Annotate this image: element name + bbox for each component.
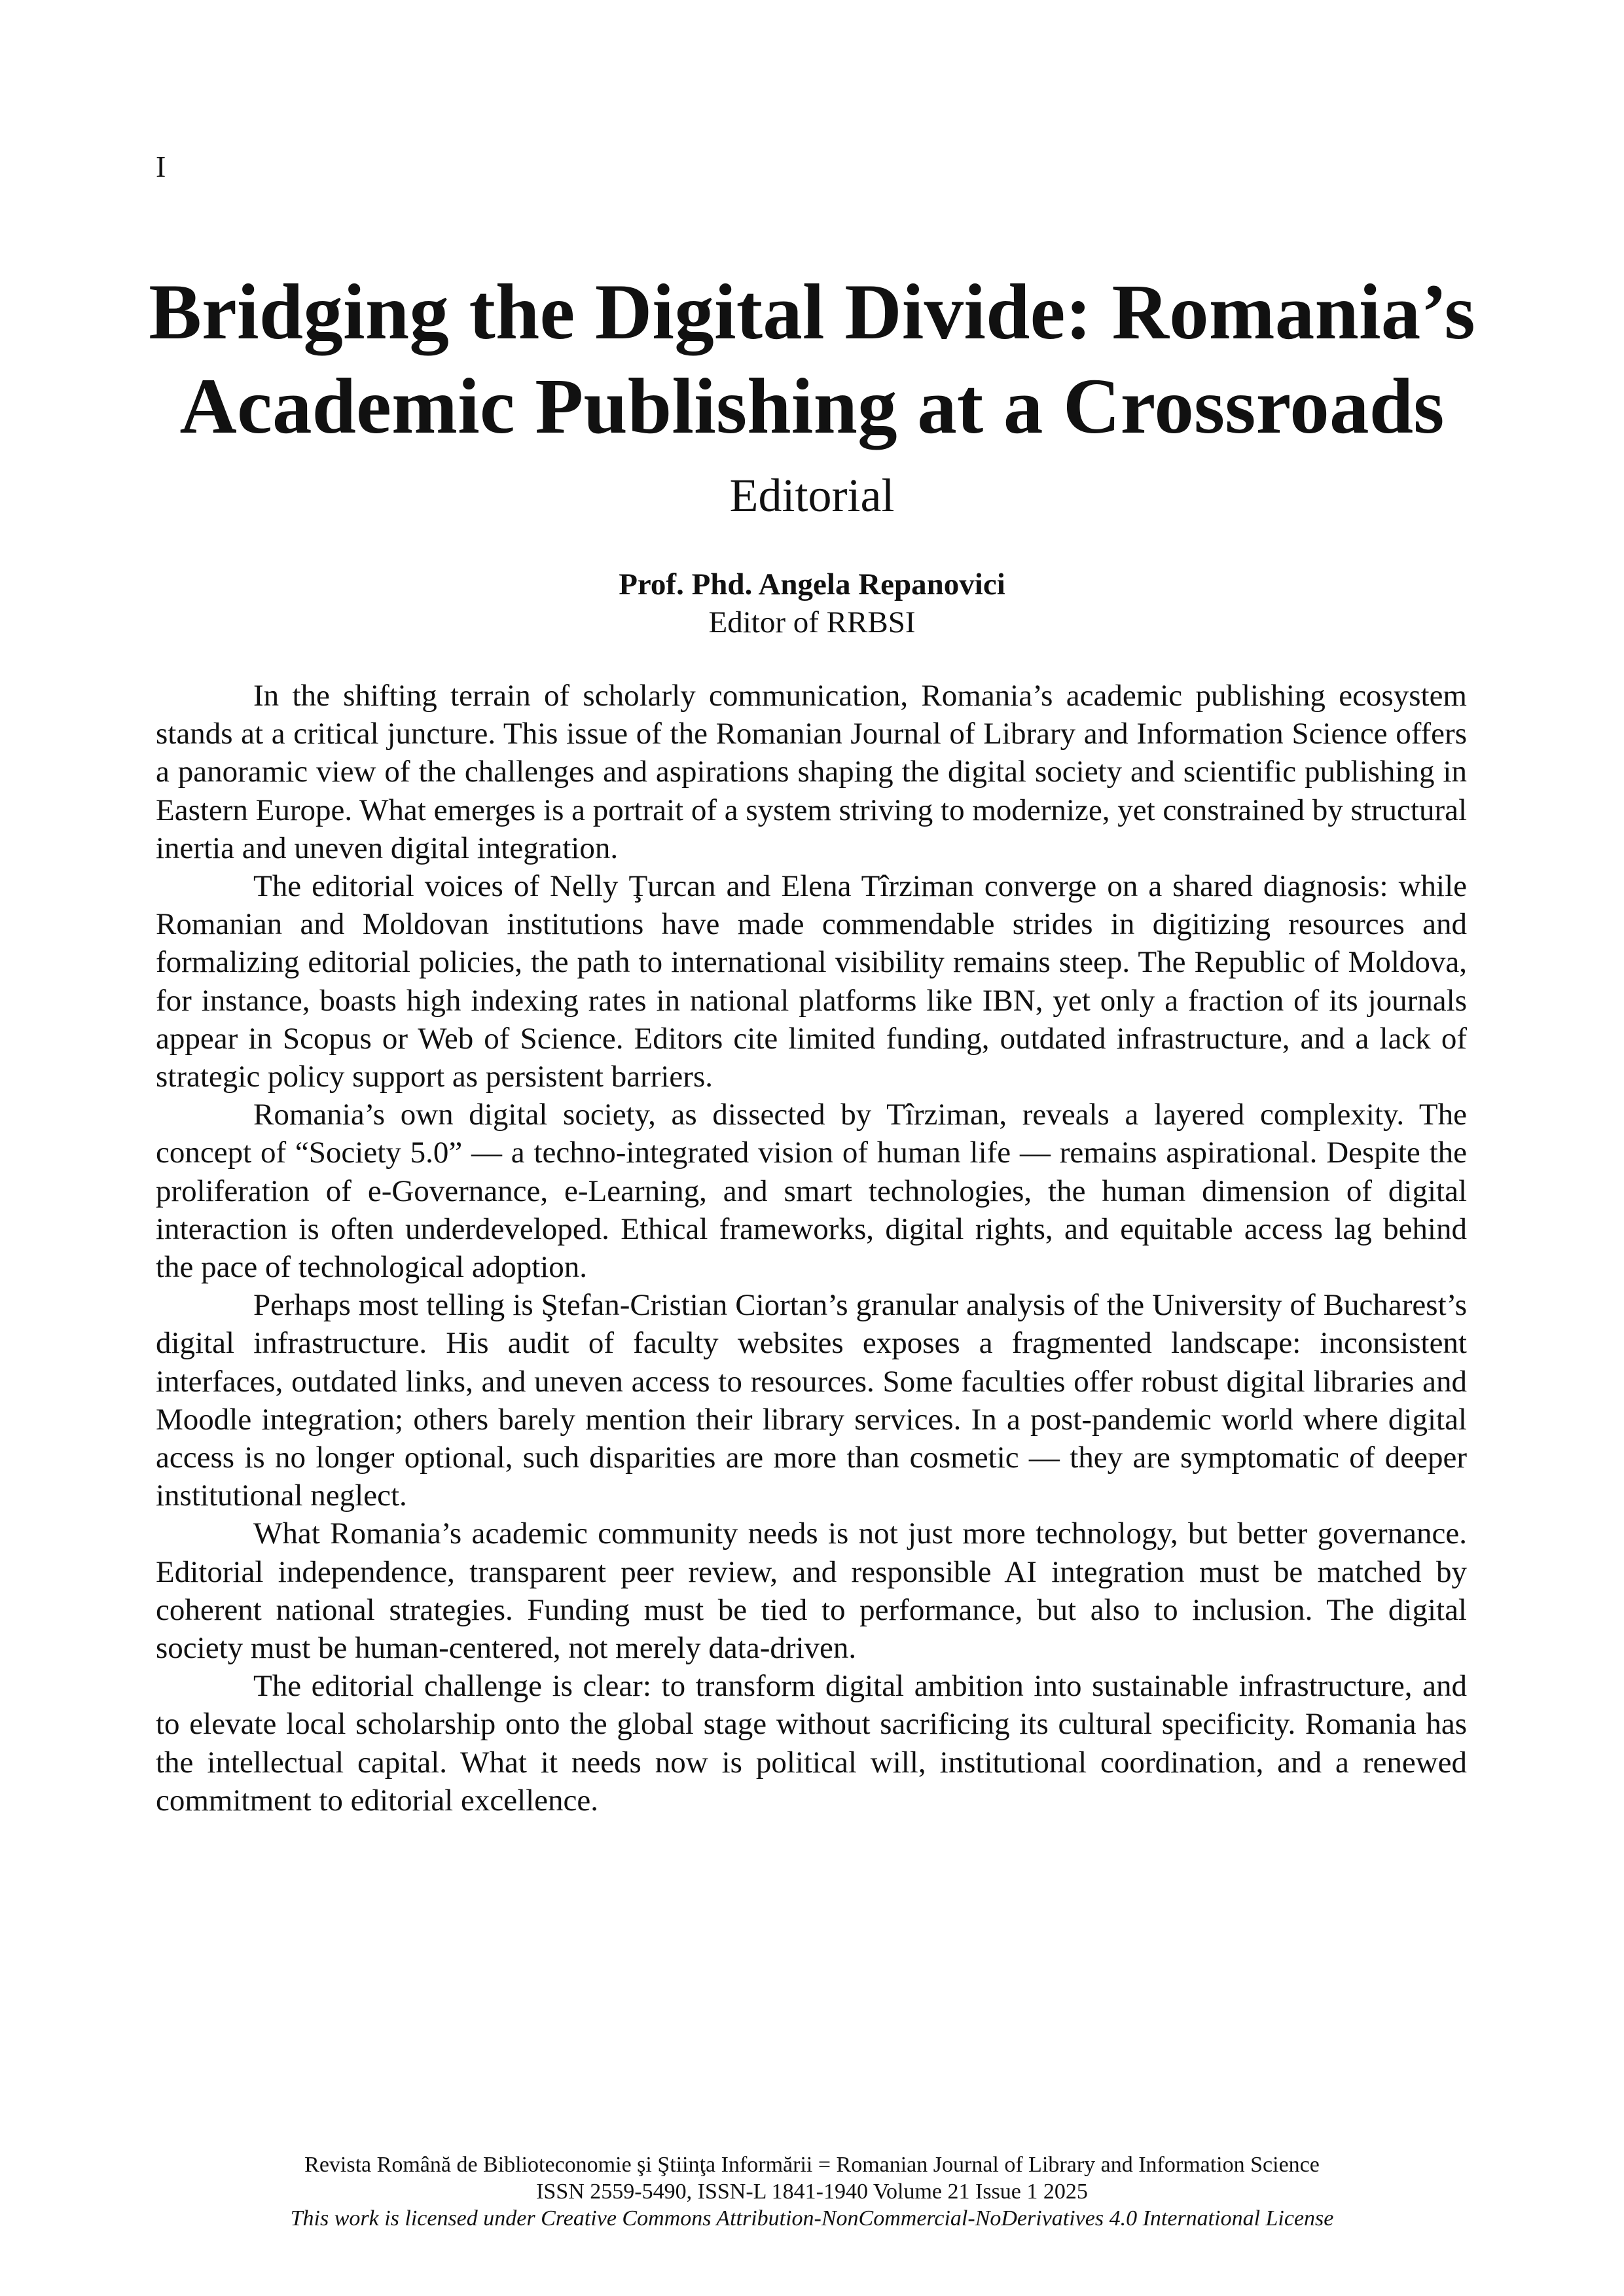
article-type: Editorial: [729, 469, 895, 522]
article-body: [156, 677, 1467, 1820]
footer-issn: ISSN 2559-5490, ISSN-L 1841-1940 Volume 21 Issue 1 2025: [536, 2179, 1088, 2204]
footer-journal-name: Revista Română de Biblioteconomie şi Ştiinţa Informării = Romanian Journal of Library and Information Science: [304, 2153, 1320, 2177]
page-number: I: [156, 150, 166, 183]
body-paragraph: Perhaps most telling is Ştefan-Cristian Ciortan’s granular analysis of the University of Bucharest’s digital infrastructure. His audit of faculty websites exposes a fragmented landscape: inconsistent interfaces, outdated links, and uneven access to resources. Some faculties offer robust digital libraries and Moodle integration; others barely mention their library services. In a post-pandemic world where digital access is no longer optional, such disparities are more than cosmetic — they are symptomatic of deeper institutional neglect.: [156, 1288, 1467, 1513]
article-title: [0, 265, 1624, 454]
body-paragraph: The editorial voices of Nelly Ţurcan and Elena Tîrziman converge on a shared diagnosis: while Romanian and Moldovan institutions have made commendable strides in digitizing resources and formalizing editorial policies, the path to international visibility remains steep. The Republic of Moldova, for instance, boasts high indexing rates in national platforms like IBN, yet only a fraction of its journals appear in Scopus or Web of Science. Editors cite limited funding, outdated infrastructure, and a lack of strategic policy support as persistent barriers.: [156, 869, 1467, 1094]
body-paragraph: The editorial challenge is clear: to transform digital ambition into sustainable infrastructure, and to elevate local scholarship onto the global stage without sacrificing its cultural specificity. Romania has the intellectual capital. What it needs now is political will, institutional coordination, and a renewed commitment to editorial excellence.: [156, 1669, 1467, 1818]
title-block: [0, 265, 1624, 524]
author-role: Editor of RRBSI: [708, 605, 916, 639]
author-block: [0, 565, 1624, 641]
author-name: Prof. Phd. Angela Repanovici: [619, 567, 1005, 601]
article-title-line-2: Academic Publishing at a Crossroads: [179, 363, 1445, 450]
body-paragraph: Romania’s own digital society, as dissected by Tîrziman, reveals a layered complexity. The concept of “Society 5.0” — a techno-integrated vision of human life — remains aspirational. Despite the proliferation of e-Governance, e-Learning, and smart technologies, the human dimension of digital interaction is often underdeveloped. Ethical frameworks, digital rights, and equitable access lag behind the pace of technological adoption.: [156, 1098, 1467, 1285]
article-title-line-1: Bridging the Digital Divide: Romania’s: [149, 268, 1475, 356]
body-paragraph: In the shifting terrain of scholarly communication, Romania’s academic publishing ecosystem stands at a critical juncture. This issue of the Romanian Journal of Library and Information Science offers a panoramic view of the challenges and aspirations shaping the digital society and scientific publishing in Eastern Europe. What emerges is a portrait of a system striving to modernize, yet constrained by structural inertia and uneven digital integration.: [156, 679, 1468, 865]
footer-license: This work is licensed under Creative Commons Attribution-NonCommercial-NoDerivatives 4.0 International License: [290, 2206, 1334, 2231]
body-paragraph: What Romania’s academic community needs is not just more technology, but better governance. Editorial independence, transparent peer review, and responsible AI integration must be matched by coherent national strategies. Funding must be tied to performance, but also to inclusion. The digital society must be human-centered, not merely data-driven.: [156, 1516, 1467, 1666]
page-footer: [0, 2151, 1624, 2232]
